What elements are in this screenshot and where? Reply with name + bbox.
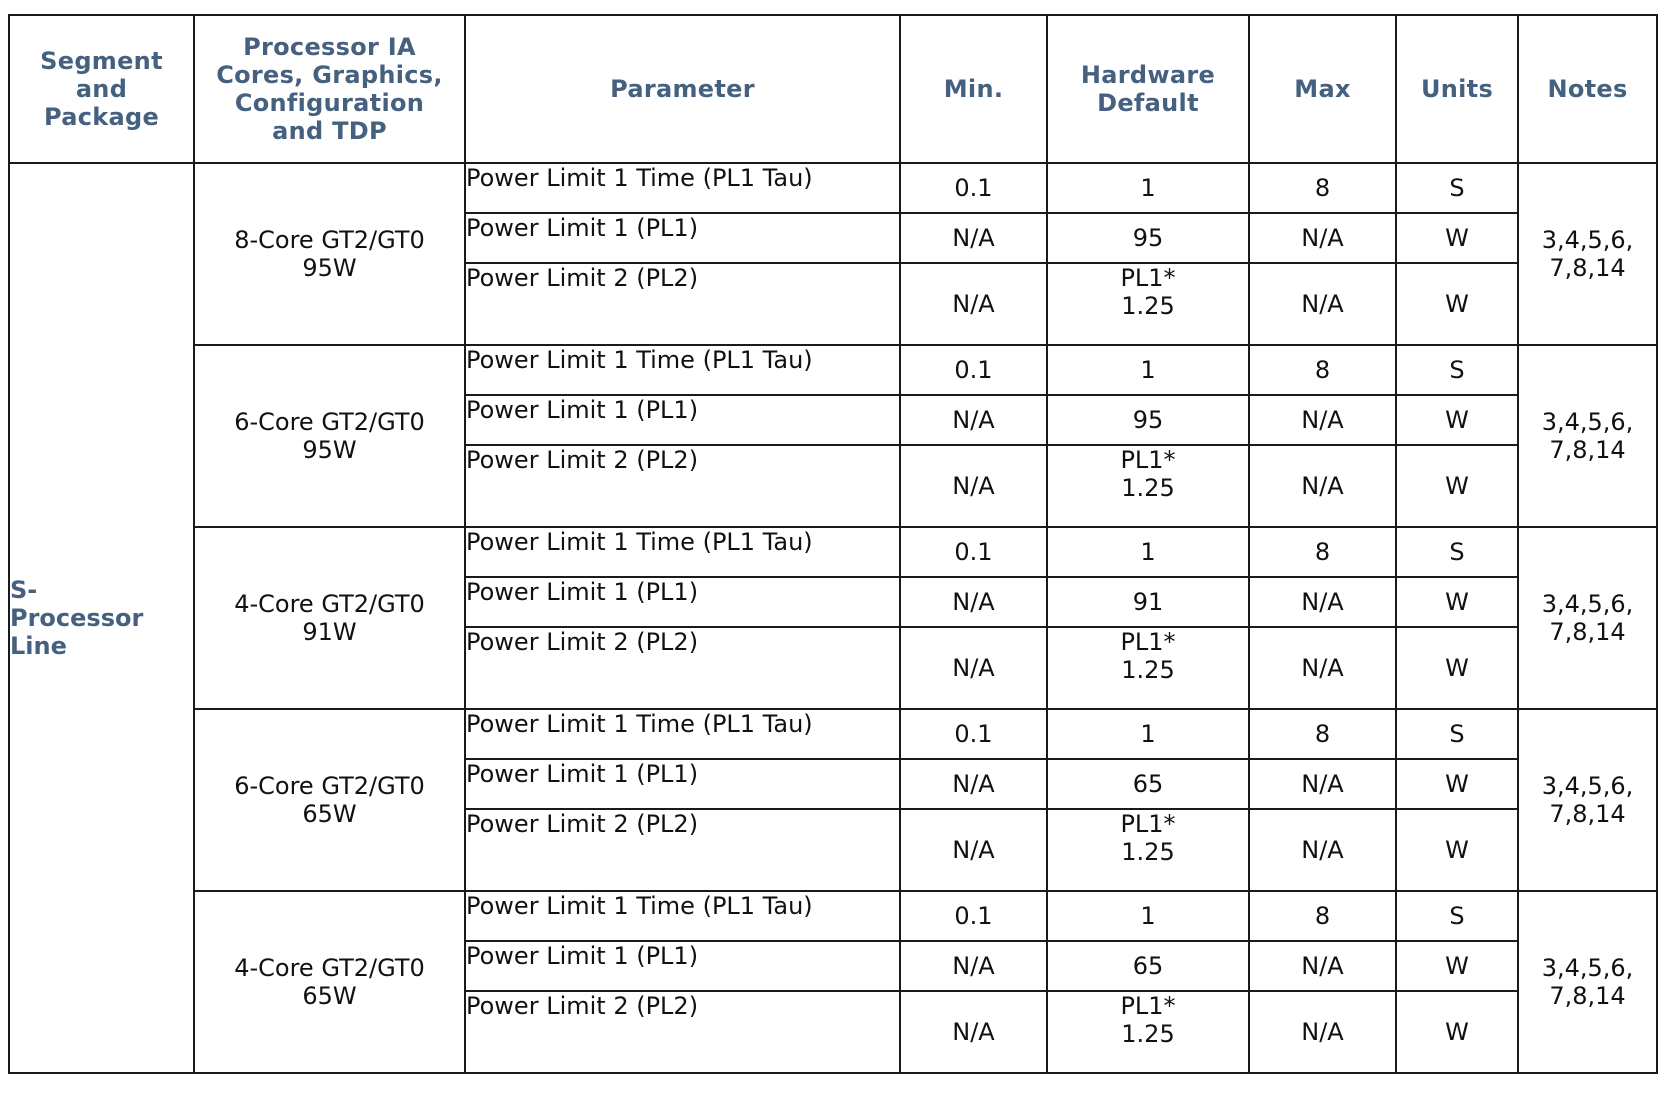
text-line: PL1* [1120,810,1176,838]
parameter-cell: Power Limit 1 Time (PL1 Tau) [465,345,900,395]
text-line: 7,8,14 [1549,982,1626,1010]
units-cell: W [1396,941,1518,991]
max-cell: N/A [1249,445,1396,527]
notes-cell [1518,163,1657,345]
units-cell: W [1396,577,1518,627]
parameter-cell: Power Limit 1 (PL1) [465,577,900,627]
text-line: 1 [1140,720,1156,748]
header-segment-package: Segment and Package [9,15,194,163]
hardware-default-cell [1047,991,1249,1073]
text-line: 3,4,5,6, [1541,954,1634,982]
units-cell: W [1396,445,1518,527]
max-cell: 8 [1249,527,1396,577]
table-row [9,709,1657,759]
text-line: PL1* [1120,628,1176,656]
hardware-default-cell [1047,709,1249,759]
text-line: 1 [1140,538,1156,566]
text-line: 1 [1140,356,1156,384]
hardware-default-cell [1047,891,1249,941]
text-line: 95W [302,436,357,464]
parameter-cell: Power Limit 1 (PL1) [465,395,900,445]
hardware-default-cell [1047,627,1249,709]
header-hardware-default: Hardware Default [1047,15,1249,163]
min-cell: N/A [900,395,1047,445]
parameter-cell: Power Limit 2 (PL2) [465,445,900,527]
max-cell: N/A [1249,759,1396,809]
text-line: Line [10,632,67,660]
text-line: 3,4,5,6, [1541,772,1634,800]
text-line: PL1* [1120,446,1176,474]
hardware-default-cell [1047,577,1249,627]
processor-config-cell [194,163,465,345]
parameter-cell: Power Limit 1 Time (PL1 Tau) [465,163,900,213]
table-row [9,527,1657,577]
text-line: 65 [1132,952,1164,980]
text-line: 95 [1132,224,1164,252]
text-line: 7,8,14 [1549,618,1626,646]
power-limits-table [8,14,1658,1074]
max-cell: N/A [1249,991,1396,1073]
min-cell: N/A [900,941,1047,991]
hardware-default-cell [1047,213,1249,263]
units-cell: S [1396,345,1518,395]
text-line: 3,4,5,6, [1541,408,1634,436]
min-cell: N/A [900,759,1047,809]
header-min: Min. [900,15,1047,163]
table-row [9,163,1657,213]
header-notes: Notes [1518,15,1657,163]
text-line: 4-Core GT2/GT0 [234,954,425,982]
text-line: 1.25 [1121,656,1175,684]
segment-cell [9,163,194,1073]
units-cell: S [1396,891,1518,941]
units-cell: W [1396,759,1518,809]
max-cell: 8 [1249,163,1396,213]
text-line: 7,8,14 [1549,254,1626,282]
min-cell: 0.1 [900,527,1047,577]
processor-config-cell [194,709,465,891]
max-cell: N/A [1249,627,1396,709]
parameter-cell: Power Limit 1 (PL1) [465,213,900,263]
hardware-default-cell [1047,445,1249,527]
text-line: Processor [10,604,144,632]
processor-config-cell [194,527,465,709]
max-cell: N/A [1249,941,1396,991]
header-units: Units [1396,15,1518,163]
text-line: 91 [1132,588,1164,616]
parameter-cell: Power Limit 1 Time (PL1 Tau) [465,891,900,941]
hardware-default-cell [1047,759,1249,809]
text-line: 7,8,14 [1549,436,1626,464]
units-cell: S [1396,527,1518,577]
max-cell: N/A [1249,577,1396,627]
hardware-default-cell [1047,263,1249,345]
table-row [9,891,1657,941]
header-parameter: Parameter [465,15,900,163]
min-cell: N/A [900,445,1047,527]
table-row [9,345,1657,395]
units-cell: W [1396,809,1518,891]
parameter-cell: Power Limit 1 (PL1) [465,941,900,991]
min-cell: N/A [900,627,1047,709]
notes-cell [1518,345,1657,527]
text-line: 6-Core GT2/GT0 [234,772,425,800]
max-cell: 8 [1249,345,1396,395]
units-cell: W [1396,627,1518,709]
min-cell: N/A [900,991,1047,1073]
text-line: 8-Core GT2/GT0 [234,226,425,254]
text-line: 1.25 [1121,1020,1175,1048]
max-cell: N/A [1249,213,1396,263]
hardware-default-cell [1047,345,1249,395]
text-line: 91W [302,618,357,646]
notes-cell [1518,891,1657,1073]
text-line: 1.25 [1121,474,1175,502]
text-line: 65 [1132,770,1164,798]
units-cell: S [1396,163,1518,213]
processor-config-cell [194,891,465,1073]
min-cell: 0.1 [900,709,1047,759]
min-cell: N/A [900,577,1047,627]
parameter-cell: Power Limit 2 (PL2) [465,627,900,709]
max-cell: N/A [1249,809,1396,891]
text-line: 3,4,5,6, [1541,590,1634,618]
min-cell: 0.1 [900,345,1047,395]
header-max: Max [1249,15,1396,163]
text-line: 95W [302,254,357,282]
min-cell: N/A [900,809,1047,891]
processor-config-cell [194,345,465,527]
min-cell: 0.1 [900,163,1047,213]
parameter-cell: Power Limit 1 (PL1) [465,759,900,809]
text-line: 1 [1140,174,1156,202]
text-line: 1 [1140,902,1156,930]
text-line: 95 [1132,406,1164,434]
units-cell: W [1396,213,1518,263]
min-cell: N/A [900,263,1047,345]
text-line: 1.25 [1121,292,1175,320]
text-line: PL1* [1120,264,1176,292]
min-cell: N/A [900,213,1047,263]
hardware-default-cell [1047,527,1249,577]
max-cell: 8 [1249,891,1396,941]
notes-cell [1518,527,1657,709]
units-cell: W [1396,991,1518,1073]
text-line: 65W [302,800,357,828]
max-cell: N/A [1249,395,1396,445]
hardware-default-cell [1047,395,1249,445]
min-cell: 0.1 [900,891,1047,941]
notes-cell [1518,709,1657,891]
parameter-cell: Power Limit 2 (PL2) [465,991,900,1073]
parameter-cell: Power Limit 1 Time (PL1 Tau) [465,709,900,759]
hardware-default-cell [1047,941,1249,991]
hardware-default-cell [1047,163,1249,213]
text-line: PL1* [1120,992,1176,1020]
text-line: S- [10,576,38,604]
text-line: 4-Core GT2/GT0 [234,590,425,618]
parameter-cell: Power Limit 2 (PL2) [465,809,900,891]
text-line: 3,4,5,6, [1541,226,1634,254]
text-line: 7,8,14 [1549,800,1626,828]
parameter-cell: Power Limit 1 Time (PL1 Tau) [465,527,900,577]
hardware-default-cell [1047,809,1249,891]
units-cell: W [1396,395,1518,445]
max-cell: N/A [1249,263,1396,345]
text-line: 65W [302,982,357,1010]
max-cell: 8 [1249,709,1396,759]
header-processor-config: Processor IA Cores, Graphics, Configuration and TDP [194,15,465,163]
units-cell: S [1396,709,1518,759]
parameter-cell: Power Limit 2 (PL2) [465,263,900,345]
units-cell: W [1396,263,1518,345]
header-row [9,15,1657,163]
text-line: 6-Core GT2/GT0 [234,408,425,436]
text-line: 1.25 [1121,838,1175,866]
